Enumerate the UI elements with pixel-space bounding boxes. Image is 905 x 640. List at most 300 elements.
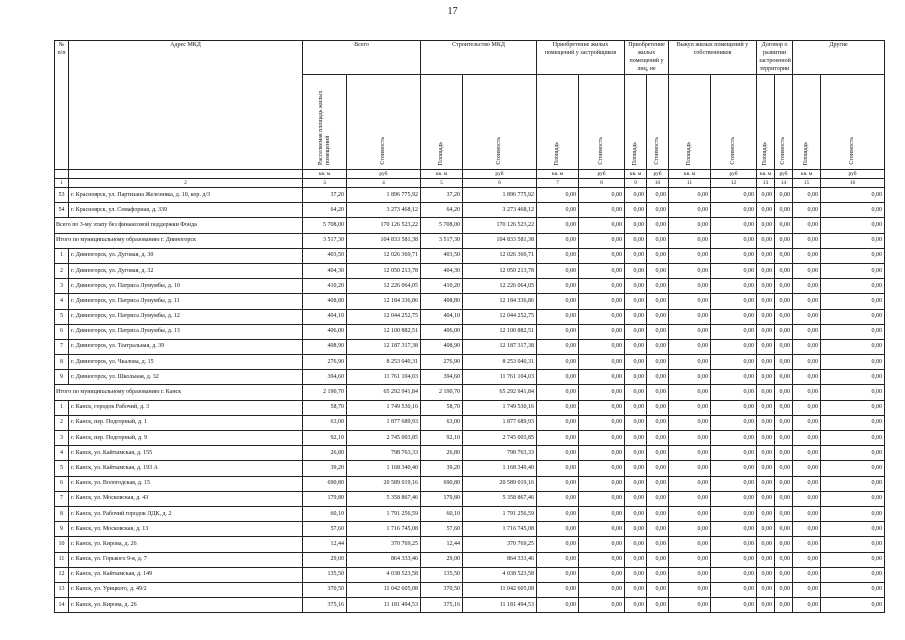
row-value: 0,00 bbox=[647, 294, 669, 309]
row-value: 0,00 bbox=[711, 263, 757, 278]
row-value: 408,80 bbox=[303, 294, 347, 309]
row-value: 0,00 bbox=[579, 188, 625, 203]
table-row bbox=[55, 537, 885, 552]
row-value: 404,10 bbox=[303, 309, 347, 324]
row-value: 0,00 bbox=[669, 552, 711, 567]
row-value: 0,00 bbox=[579, 385, 625, 400]
row-value: 403,50 bbox=[303, 248, 347, 263]
row-value: 0,00 bbox=[775, 218, 793, 233]
row-number: 13 bbox=[55, 582, 69, 597]
row-value: 104 833 581,38 bbox=[347, 233, 421, 248]
subheader-area: Площадь bbox=[625, 75, 647, 170]
row-value: 0,00 bbox=[793, 203, 821, 218]
row-value: 0,00 bbox=[793, 431, 821, 446]
row-value: 0,00 bbox=[821, 294, 885, 309]
subheader-area: Площадь bbox=[669, 75, 711, 170]
row-value: 0,00 bbox=[775, 309, 793, 324]
row-value: 0,00 bbox=[775, 476, 793, 491]
row-value: 0,00 bbox=[793, 218, 821, 233]
row-value: 375,16 bbox=[421, 598, 463, 613]
row-value: 404,30 bbox=[421, 263, 463, 278]
row-value: 0,00 bbox=[775, 415, 793, 430]
row-value: 0,00 bbox=[537, 385, 579, 400]
row-value: 0,00 bbox=[669, 567, 711, 582]
row-value: 2 190,70 bbox=[421, 385, 463, 400]
row-value: 1 749 530,16 bbox=[347, 400, 421, 415]
unit: кв. м bbox=[757, 170, 775, 179]
row-value: 0,00 bbox=[821, 188, 885, 203]
row-value: 0,00 bbox=[757, 598, 775, 613]
row-value: 12 100 882,51 bbox=[463, 324, 537, 339]
row-value: 1 791 256,59 bbox=[347, 506, 421, 521]
row-value: 0,00 bbox=[775, 400, 793, 415]
row-value: 0,00 bbox=[537, 279, 579, 294]
row-value: 0,00 bbox=[775, 491, 793, 506]
unit: руб bbox=[647, 170, 669, 179]
col-number: 14 bbox=[775, 179, 793, 188]
row-value: 403,50 bbox=[421, 248, 463, 263]
row-number: 3 bbox=[55, 279, 69, 294]
row-value: 0,00 bbox=[647, 218, 669, 233]
row-address: Итого по муниципальному образованию г. Канск bbox=[55, 385, 303, 400]
row-value: 92,10 bbox=[421, 431, 463, 446]
row-value: 12 026 369,71 bbox=[463, 248, 537, 263]
row-value: 3 273 468,12 bbox=[463, 203, 537, 218]
row-value: 0,00 bbox=[537, 218, 579, 233]
table-row bbox=[55, 552, 885, 567]
col-number: 2 bbox=[69, 179, 303, 188]
row-value: 0,00 bbox=[647, 522, 669, 537]
row-value: 0,00 bbox=[793, 491, 821, 506]
row-value: 0,00 bbox=[647, 385, 669, 400]
header-address: Адрес МКД bbox=[69, 41, 303, 170]
row-value: 0,00 bbox=[625, 400, 647, 415]
unit: кв. м bbox=[421, 170, 463, 179]
row-number: 6 bbox=[55, 324, 69, 339]
row-value: 0,00 bbox=[793, 567, 821, 582]
row-value: 0,00 bbox=[537, 506, 579, 521]
row-value: 0,00 bbox=[625, 598, 647, 613]
col-number: 1 bbox=[55, 179, 69, 188]
row-value: 0,00 bbox=[757, 567, 775, 582]
row-value: 0,00 bbox=[625, 385, 647, 400]
resettlement-table bbox=[54, 40, 885, 613]
row-number: 10 bbox=[55, 537, 69, 552]
row-value: 0,00 bbox=[711, 491, 757, 506]
row-value: 0,00 bbox=[579, 491, 625, 506]
table-row bbox=[55, 567, 885, 582]
row-value: 0,00 bbox=[757, 400, 775, 415]
unit: кв. м bbox=[537, 170, 579, 179]
row-number: 12 bbox=[55, 567, 69, 582]
row-address: г. Дивногорск, ул. Школьная, д. 32 bbox=[69, 370, 303, 385]
row-value: 0,00 bbox=[647, 415, 669, 430]
table-row bbox=[55, 370, 885, 385]
row-value: 0,00 bbox=[537, 491, 579, 506]
subheader-area: Площадь bbox=[757, 75, 775, 170]
row-value: 1 896 775,92 bbox=[463, 188, 537, 203]
row-value: 0,00 bbox=[625, 188, 647, 203]
row-value: 408,90 bbox=[421, 339, 463, 354]
row-address: г. Канск, городок Рабочий, д. 3 bbox=[69, 400, 303, 415]
col-number: 11 bbox=[669, 179, 711, 188]
row-value: 0,00 bbox=[579, 324, 625, 339]
row-value: 0,00 bbox=[821, 598, 885, 613]
row-value: 0,00 bbox=[625, 415, 647, 430]
row-value: 0,00 bbox=[647, 552, 669, 567]
row-number: 5 bbox=[55, 461, 69, 476]
subheader-cost: Стоимость bbox=[711, 75, 757, 170]
unit: руб bbox=[579, 170, 625, 179]
row-value: 0,00 bbox=[775, 188, 793, 203]
table-row bbox=[55, 522, 885, 537]
row-value: 0,00 bbox=[793, 370, 821, 385]
row-value: 12 226 064,05 bbox=[347, 279, 421, 294]
row-value: 0,00 bbox=[711, 339, 757, 354]
row-value: 2 745 003,85 bbox=[463, 431, 537, 446]
row-value: 37,20 bbox=[421, 188, 463, 203]
row-value: 0,00 bbox=[757, 506, 775, 521]
col-number: 7 bbox=[537, 179, 579, 188]
row-number: 1 bbox=[55, 400, 69, 415]
row-value: 12,44 bbox=[421, 537, 463, 552]
row-value: 0,00 bbox=[537, 582, 579, 597]
row-value: 0,00 bbox=[669, 279, 711, 294]
row-value: 12 184 336,86 bbox=[347, 294, 421, 309]
row-value: 276,90 bbox=[421, 355, 463, 370]
row-value: 0,00 bbox=[757, 385, 775, 400]
row-value: 0,00 bbox=[579, 446, 625, 461]
row-value: 0,00 bbox=[537, 552, 579, 567]
row-value: 135,50 bbox=[421, 567, 463, 582]
row-value: 370 769,25 bbox=[347, 537, 421, 552]
row-value: 0,00 bbox=[537, 294, 579, 309]
row-value: 0,00 bbox=[757, 446, 775, 461]
row-value: 0,00 bbox=[793, 324, 821, 339]
row-value: 0,00 bbox=[757, 233, 775, 248]
row-number: 4 bbox=[55, 446, 69, 461]
row-value: 11 761 104,03 bbox=[463, 370, 537, 385]
row-value: 0,00 bbox=[579, 355, 625, 370]
row-value: 0,00 bbox=[537, 431, 579, 446]
row-value: 0,00 bbox=[579, 233, 625, 248]
row-value: 0,00 bbox=[669, 263, 711, 278]
row-value: 0,00 bbox=[793, 248, 821, 263]
table-row bbox=[55, 446, 885, 461]
row-value: 0,00 bbox=[821, 385, 885, 400]
col-number: 6 bbox=[463, 179, 537, 188]
row-value: 0,00 bbox=[711, 324, 757, 339]
row-value: 0,00 bbox=[757, 294, 775, 309]
header-buyout: Выкуп жилых помещений у собственников bbox=[669, 41, 757, 75]
row-value: 11 181 494,53 bbox=[463, 598, 537, 613]
unit: руб bbox=[711, 170, 757, 179]
row-value: 864 333,46 bbox=[347, 552, 421, 567]
row-value: 0,00 bbox=[711, 506, 757, 521]
row-value: 3 273 468,12 bbox=[347, 203, 421, 218]
row-value: 0,00 bbox=[775, 582, 793, 597]
row-value: 0,00 bbox=[625, 582, 647, 597]
row-value: 410,20 bbox=[303, 279, 347, 294]
row-value: 1 716 745,08 bbox=[347, 522, 421, 537]
row-value: 0,00 bbox=[821, 582, 885, 597]
row-value: 408,90 bbox=[303, 339, 347, 354]
row-value: 0,00 bbox=[757, 415, 775, 430]
row-address: г. Дивногорск, ул. Дуговая, д. 32 bbox=[69, 263, 303, 278]
row-value: 0,00 bbox=[821, 415, 885, 430]
row-value: 0,00 bbox=[669, 339, 711, 354]
row-value: 0,00 bbox=[757, 355, 775, 370]
row-value: 0,00 bbox=[647, 339, 669, 354]
row-value: 0,00 bbox=[711, 294, 757, 309]
row-value: 1 896 775,92 bbox=[347, 188, 421, 203]
row-value: 0,00 bbox=[775, 248, 793, 263]
row-value: 0,00 bbox=[711, 461, 757, 476]
row-value: 0,00 bbox=[537, 400, 579, 415]
row-value: 0,00 bbox=[669, 309, 711, 324]
row-address: Итого по муниципальному образованию г. Дивногорск bbox=[55, 233, 303, 248]
subheader-cost: Стоимость bbox=[463, 75, 537, 170]
row-address: г. Канск, ул. Московская, д. 13 bbox=[69, 522, 303, 537]
row-value: 0,00 bbox=[821, 491, 885, 506]
row-value: 0,00 bbox=[625, 431, 647, 446]
row-value: 0,00 bbox=[793, 385, 821, 400]
table-row bbox=[55, 294, 885, 309]
row-value: 0,00 bbox=[793, 582, 821, 597]
row-value: 0,00 bbox=[669, 446, 711, 461]
row-value: 0,00 bbox=[625, 279, 647, 294]
row-value: 0,00 bbox=[793, 309, 821, 324]
col-number: 12 bbox=[711, 179, 757, 188]
row-value: 0,00 bbox=[793, 461, 821, 476]
row-value: 179,80 bbox=[421, 491, 463, 506]
row-value: 0,00 bbox=[711, 188, 757, 203]
row-address: г. Канск, пер. Подгорный, д. 1 bbox=[69, 415, 303, 430]
row-value: 0,00 bbox=[647, 324, 669, 339]
row-value: 0,00 bbox=[793, 233, 821, 248]
row-value: 0,00 bbox=[793, 294, 821, 309]
row-value: 0,00 bbox=[775, 294, 793, 309]
row-value: 0,00 bbox=[757, 582, 775, 597]
row-value: 0,00 bbox=[775, 461, 793, 476]
subheader-area: Площадь bbox=[421, 75, 463, 170]
row-value: 4 038 523,58 bbox=[347, 567, 421, 582]
row-value: 0,00 bbox=[821, 431, 885, 446]
row-value: 0,00 bbox=[793, 446, 821, 461]
row-value: 0,00 bbox=[821, 218, 885, 233]
row-value: 8 253 040,31 bbox=[347, 355, 421, 370]
row-value: 0,00 bbox=[793, 552, 821, 567]
row-value: 12 226 064,05 bbox=[463, 279, 537, 294]
row-value: 0,00 bbox=[793, 279, 821, 294]
row-value: 0,00 bbox=[537, 415, 579, 430]
row-value: 0,00 bbox=[711, 415, 757, 430]
row-value: 0,00 bbox=[775, 537, 793, 552]
row-value: 0,00 bbox=[647, 461, 669, 476]
row-value: 0,00 bbox=[647, 233, 669, 248]
table-row bbox=[55, 506, 885, 521]
row-value: 63,00 bbox=[303, 415, 347, 430]
row-value: 0,00 bbox=[537, 446, 579, 461]
row-number: 7 bbox=[55, 339, 69, 354]
row-value: 135,50 bbox=[303, 567, 347, 582]
row-value: 0,00 bbox=[711, 446, 757, 461]
row-value: 0,00 bbox=[579, 552, 625, 567]
row-value: 0,00 bbox=[821, 552, 885, 567]
row-number: 9 bbox=[55, 522, 69, 537]
row-value: 0,00 bbox=[711, 279, 757, 294]
row-value: 0,00 bbox=[711, 431, 757, 446]
row-value: 0,00 bbox=[711, 522, 757, 537]
row-value: 5 708,00 bbox=[421, 218, 463, 233]
table-row bbox=[55, 309, 885, 324]
row-value: 394,60 bbox=[303, 370, 347, 385]
row-value: 0,00 bbox=[757, 431, 775, 446]
row-value: 0,00 bbox=[647, 567, 669, 582]
row-value: 0,00 bbox=[579, 598, 625, 613]
row-value: 12 044 252,75 bbox=[347, 309, 421, 324]
table-row bbox=[55, 415, 885, 430]
row-value: 0,00 bbox=[537, 248, 579, 263]
row-address: г. Дивногорск, ул. Патриса Лумумбы, д. 12 bbox=[69, 309, 303, 324]
row-address: г. Дивногорск, ул. Дуговая, д. 30 bbox=[69, 248, 303, 263]
col-number: 4 bbox=[347, 179, 421, 188]
row-value: 0,00 bbox=[793, 522, 821, 537]
row-value: 0,00 bbox=[793, 598, 821, 613]
row-number: 54 bbox=[55, 203, 69, 218]
row-value: 0,00 bbox=[579, 294, 625, 309]
row-value: 0,00 bbox=[821, 233, 885, 248]
row-value: 0,00 bbox=[579, 522, 625, 537]
row-value: 11 042 605,08 bbox=[347, 582, 421, 597]
row-value: 0,00 bbox=[775, 567, 793, 582]
row-value: 0,00 bbox=[579, 218, 625, 233]
row-value: 0,00 bbox=[625, 491, 647, 506]
row-value: 0,00 bbox=[537, 339, 579, 354]
row-value: 0,00 bbox=[757, 476, 775, 491]
row-value: 0,00 bbox=[669, 324, 711, 339]
row-value: 5 708,00 bbox=[303, 218, 347, 233]
row-value: 410,20 bbox=[421, 279, 463, 294]
row-value: 12 044 252,75 bbox=[463, 309, 537, 324]
row-number: 5 bbox=[55, 309, 69, 324]
row-number: 8 bbox=[55, 506, 69, 521]
subheader-cost: Стоимость bbox=[579, 75, 625, 170]
table-row bbox=[55, 339, 885, 354]
row-value: 0,00 bbox=[537, 355, 579, 370]
row-value: 0,00 bbox=[647, 188, 669, 203]
row-value: 0,00 bbox=[757, 203, 775, 218]
row-value: 0,00 bbox=[821, 461, 885, 476]
table-row bbox=[55, 233, 885, 248]
table-body bbox=[55, 188, 885, 613]
table-row bbox=[55, 248, 885, 263]
row-address: г. Канск, ул. Рабочий городок ЛДК, д. 2 bbox=[69, 506, 303, 521]
row-number: 6 bbox=[55, 476, 69, 491]
row-number: 8 bbox=[55, 355, 69, 370]
row-value: 0,00 bbox=[537, 598, 579, 613]
row-address: г. Канск, ул. Вологодская, д. 15 bbox=[69, 476, 303, 491]
row-value: 0,00 bbox=[821, 248, 885, 263]
row-value: 375,16 bbox=[303, 598, 347, 613]
row-value: 0,00 bbox=[579, 339, 625, 354]
row-value: 0,00 bbox=[821, 476, 885, 491]
row-value: 0,00 bbox=[537, 203, 579, 218]
row-value: 0,00 bbox=[579, 506, 625, 521]
row-value: 0,00 bbox=[625, 339, 647, 354]
row-value: 0,00 bbox=[579, 263, 625, 278]
subheader-cost: Стоимость bbox=[821, 75, 885, 170]
header-acquisition-dev: Приобретение жилых помещений у застройщиков bbox=[537, 41, 625, 75]
row-value: 798 763,33 bbox=[463, 446, 537, 461]
row-value: 0,00 bbox=[757, 218, 775, 233]
row-value: 0,00 bbox=[821, 446, 885, 461]
row-value: 864 333,46 bbox=[463, 552, 537, 567]
row-value: 0,00 bbox=[711, 476, 757, 491]
row-value: 0,00 bbox=[625, 203, 647, 218]
row-value: 0,00 bbox=[793, 400, 821, 415]
row-value: 0,00 bbox=[625, 248, 647, 263]
row-value: 0,00 bbox=[579, 400, 625, 415]
subheader-area: Площадь bbox=[793, 75, 821, 170]
row-value: 0,00 bbox=[625, 552, 647, 567]
row-value: 276,90 bbox=[303, 355, 347, 370]
row-value: 0,00 bbox=[669, 294, 711, 309]
row-value: 12 026 369,71 bbox=[347, 248, 421, 263]
row-value: 64,20 bbox=[303, 203, 347, 218]
row-value: 1 168 340,40 bbox=[463, 461, 537, 476]
row-value: 1 168 340,40 bbox=[347, 461, 421, 476]
row-value: 0,00 bbox=[775, 506, 793, 521]
row-value: 0,00 bbox=[757, 248, 775, 263]
row-number: 14 bbox=[55, 598, 69, 613]
row-value: 0,00 bbox=[647, 446, 669, 461]
row-value: 0,00 bbox=[669, 188, 711, 203]
header-construction: Строительство МКД bbox=[421, 41, 537, 75]
row-value: 0,00 bbox=[669, 248, 711, 263]
row-value: 0,00 bbox=[793, 188, 821, 203]
row-value: 690,80 bbox=[303, 476, 347, 491]
row-value: 0,00 bbox=[669, 491, 711, 506]
row-value: 1 716 745,08 bbox=[463, 522, 537, 537]
row-value: 0,00 bbox=[537, 461, 579, 476]
col-number: 5 bbox=[421, 179, 463, 188]
row-value: 12 187 317,38 bbox=[347, 339, 421, 354]
row-value: 0,00 bbox=[669, 370, 711, 385]
row-value: 0,00 bbox=[537, 567, 579, 582]
row-address: г. Дивногорск, ул. Патриса Лумумбы, д. 11 bbox=[69, 294, 303, 309]
row-value: 0,00 bbox=[821, 324, 885, 339]
row-value: 0,00 bbox=[579, 248, 625, 263]
row-value: 0,00 bbox=[579, 537, 625, 552]
row-value: 0,00 bbox=[775, 446, 793, 461]
row-value: 0,00 bbox=[625, 263, 647, 278]
subheader-cost: Стоимость bbox=[647, 75, 669, 170]
row-value: 0,00 bbox=[757, 263, 775, 278]
row-value: 0,00 bbox=[625, 446, 647, 461]
row-value: 12 187 317,38 bbox=[463, 339, 537, 354]
row-value: 39,20 bbox=[303, 461, 347, 476]
header-other: Другие bbox=[793, 41, 885, 75]
row-value: 0,00 bbox=[757, 279, 775, 294]
row-value: 0,00 bbox=[793, 537, 821, 552]
row-value: 0,00 bbox=[669, 598, 711, 613]
row-value: 0,00 bbox=[669, 218, 711, 233]
row-value: 0,00 bbox=[821, 203, 885, 218]
row-value: 0,00 bbox=[647, 370, 669, 385]
row-value: 0,00 bbox=[711, 248, 757, 263]
row-value: 12 100 882,51 bbox=[347, 324, 421, 339]
